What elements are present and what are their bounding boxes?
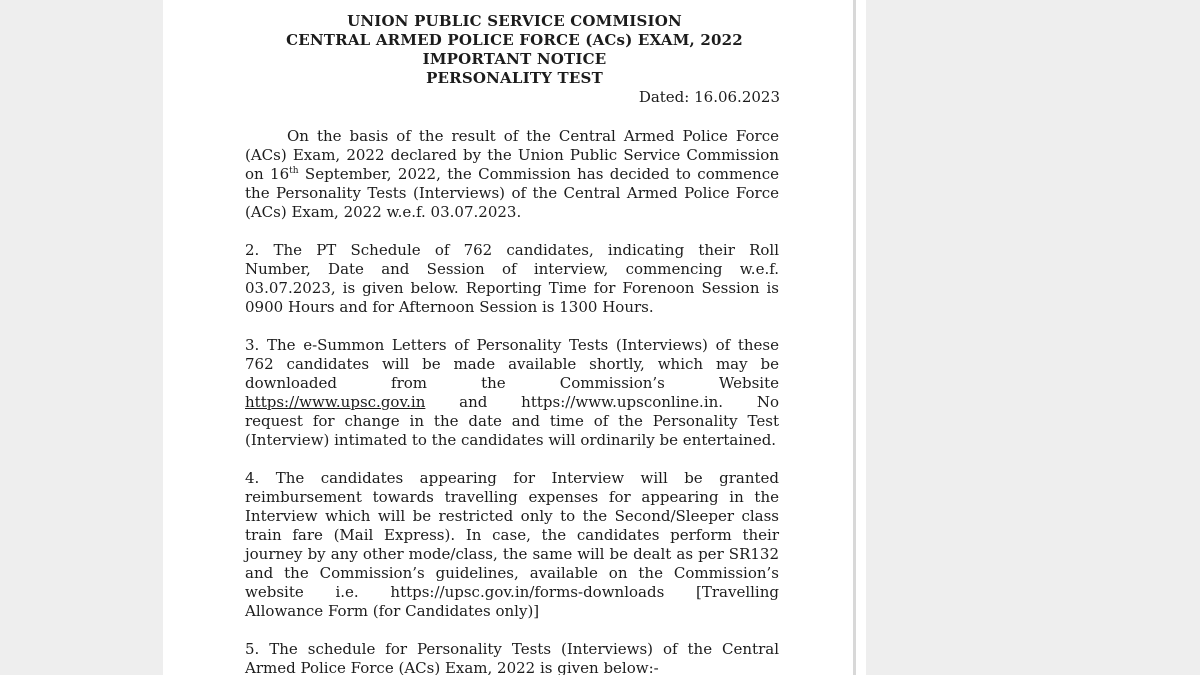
- notice-date: Dated: 16.06.2023: [638, 88, 780, 106]
- para3-text: and https://www.upsconline.in. No: [425, 393, 779, 411]
- para4-line: Allowance Form (for Candidates only)]: [245, 602, 540, 620]
- para2-line: Number, Date and Session of interview, commencing w.e.f.: [245, 260, 779, 278]
- page-edge-divider: [853, 0, 856, 675]
- para1-line: (ACs) Exam, 2022 w.e.f. 03.07.2023.: [245, 203, 522, 221]
- ordinal-suffix: th: [289, 166, 299, 176]
- para3-line: [245, 393, 779, 412]
- paragraph-3: [245, 336, 779, 450]
- para3-line: downloaded from the Commission’s Website: [245, 374, 779, 392]
- paragraph-1: [245, 127, 779, 222]
- paragraph-5: [245, 640, 779, 675]
- notice-header: [163, 12, 866, 88]
- para1-text: September, 2022, the Commission has decided to commence: [298, 165, 779, 183]
- para4-line: and the Commission’s guidelines, available on the Commission’s: [245, 564, 779, 582]
- para1-line: the Personality Tests (Interviews) of the Central Armed Police Force: [245, 184, 779, 202]
- para4-line: website i.e. https://upsc.gov.in/forms-downloads [Travelling: [245, 583, 779, 601]
- para3-line: 3. The e-Summon Letters of Personality Tests (Interviews) of these: [245, 336, 779, 354]
- notice-page: [163, 0, 866, 675]
- para1-line: [245, 165, 779, 184]
- para3-line: 762 candidates will be made available shortly, which may be: [245, 355, 779, 373]
- exam-title: CENTRAL ARMED POLICE FORCE (ACs) EXAM, 2022: [286, 31, 743, 49]
- upsc-website-link[interactable]: https://www.upsc.gov.in: [245, 393, 426, 411]
- para4-line: journey by any other mode/class, the same will be dealt as per SR132: [245, 545, 779, 563]
- para2-line: 0900 Hours and for Afternoon Session is 1300 Hours.: [245, 298, 654, 316]
- para1-text: on 16: [245, 165, 290, 183]
- para4-line: Interview which will be restricted only to the Second/Sleeper class: [245, 507, 779, 525]
- para4-line: reimbursement towards travelling expenses for appearing in the: [245, 488, 779, 506]
- para3-line: request for change in the date and time of the Personality Test: [245, 412, 779, 430]
- para3-line: (Interview) intimated to the candidates will ordinarily be entertained.: [245, 431, 777, 449]
- paragraph-2: [245, 241, 779, 317]
- para1-line: On the basis of the result of the Central Armed Police Force: [287, 127, 779, 145]
- para4-line: train fare (Mail Express). In case, the candidates perform their: [245, 526, 779, 544]
- para2-line: 03.07.2023, is given below. Reporting Time for Forenoon Session is: [245, 279, 779, 297]
- paragraph-4: [245, 469, 779, 621]
- para1-line: (ACs) Exam, 2022 declared by the Union Public Service Commission: [245, 146, 779, 164]
- para2-line: 2. The PT Schedule of 762 candidates, indicating their Roll: [245, 241, 779, 259]
- para5-line: Armed Police Force (ACs) Exam, 2022 is given below:-: [245, 659, 659, 675]
- para5-line: 5. The schedule for Personality Tests (Interviews) of the Central: [245, 640, 779, 658]
- notice-title: IMPORTANT NOTICE: [422, 50, 607, 68]
- para4-line: 4. The candidates appearing for Interview will be granted: [245, 469, 779, 487]
- org-title: UNION PUBLIC SERVICE COMMISION: [347, 12, 682, 30]
- subject-title: PERSONALITY TEST: [426, 69, 603, 87]
